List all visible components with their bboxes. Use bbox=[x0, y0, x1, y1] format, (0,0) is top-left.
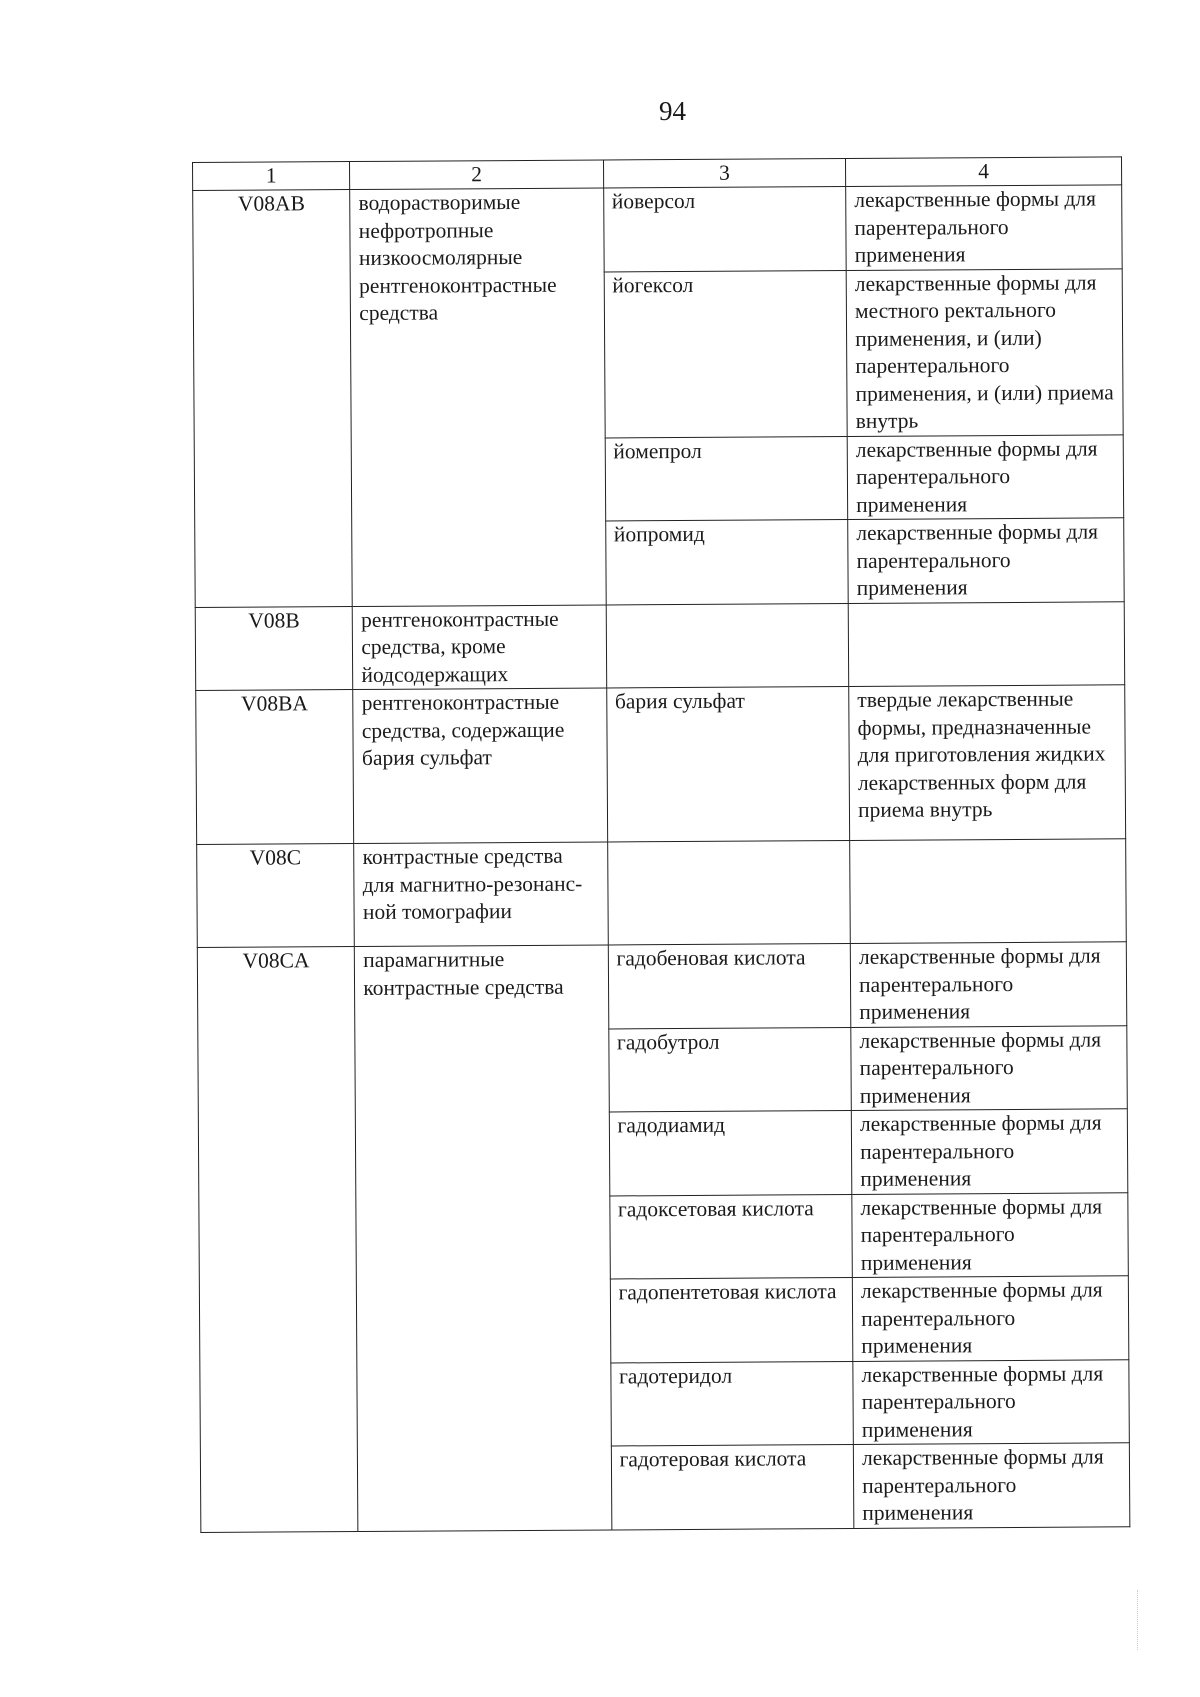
dosage-form: лекарственные формы для парентерального применения bbox=[851, 1109, 1127, 1194]
pharmacological-group: парамагнитные контрастные средства bbox=[355, 945, 612, 1531]
drug-name: йоверсол bbox=[603, 187, 846, 272]
dosage-form: лекарственные формы для парентерального применения bbox=[851, 1025, 1127, 1110]
drug-name: гадодиамид bbox=[609, 1110, 852, 1195]
atc-code: V08AB bbox=[193, 190, 353, 607]
scan-artifact bbox=[1137, 1590, 1140, 1650]
table-row bbox=[196, 685, 1126, 845]
dosage-form: лекарственные формы для парентерального применения bbox=[852, 1276, 1128, 1361]
drug-name bbox=[607, 840, 850, 944]
dosage-form: лекарственные формы для местного ректального применения, и (или) парентерального применения, и (или) приема внутрь bbox=[846, 268, 1123, 436]
dosage-form: лекарственные формы для парентерального применения bbox=[853, 1443, 1129, 1528]
page-number: 94 bbox=[659, 96, 686, 126]
atc-code: V08B bbox=[195, 606, 353, 690]
drug-name: йогексол bbox=[604, 270, 847, 437]
pharmacological-group: контрастные средства для магнитно-резонанс-ной томографии bbox=[354, 842, 608, 947]
drug-name: гадотеровая кислота bbox=[611, 1444, 854, 1529]
atc-code: V08BA bbox=[196, 690, 354, 845]
header-col-3: 3 bbox=[603, 159, 846, 188]
table-body bbox=[193, 185, 1130, 1532]
atc-code: V08C bbox=[197, 844, 355, 948]
drug-table bbox=[192, 156, 1130, 1532]
drug-name: гадобеновая кислота bbox=[608, 943, 851, 1028]
drug-name: гадобутрол bbox=[608, 1027, 851, 1112]
pharmacological-group: рентгеноконтрастные средства, кроме йодсодержащих bbox=[353, 604, 607, 689]
drug-name: йомепрол bbox=[605, 436, 848, 521]
drug-name: гадотеридол bbox=[610, 1361, 853, 1446]
dosage-form bbox=[848, 601, 1124, 686]
dosage-form: лекарственные формы для парентерального применения bbox=[850, 942, 1126, 1027]
header-col-2: 2 bbox=[350, 160, 603, 190]
header-col-1: 1 bbox=[193, 162, 351, 191]
table-row bbox=[197, 942, 1126, 1031]
drug-name: бария сульфат bbox=[606, 686, 849, 841]
dosage-form: лекарственные формы для парентерального применения bbox=[852, 1192, 1128, 1277]
table-row bbox=[197, 839, 1127, 948]
dosage-form: твердые лекарственные формы, предназначенные для приготовления жидких лекарственных форм для приема внутрь bbox=[849, 685, 1126, 841]
table-row bbox=[193, 185, 1122, 274]
dosage-form: лекарственные формы для парентерального применения bbox=[846, 185, 1122, 270]
pharmacological-group: водорастворимые нефротропные низкоосмолярные рентгеноконтрастные средства bbox=[350, 188, 606, 606]
drug-name: гадопентетовая кислота bbox=[610, 1277, 853, 1362]
header-col-4: 4 bbox=[846, 157, 1122, 187]
dosage-form: лекарственные формы для парентерального применения bbox=[847, 434, 1123, 519]
pharmacological-group: рентгеноконтрастные средства, содержащие бария сульфат bbox=[353, 688, 607, 844]
drug-name: гадоксетовая кислота bbox=[609, 1194, 852, 1279]
drug-name bbox=[606, 603, 849, 688]
drug-name: йопромид bbox=[605, 520, 848, 605]
table-row bbox=[195, 601, 1124, 690]
dosage-form: лекарственные формы для парентерального применения bbox=[848, 518, 1124, 603]
dosage-form: лекарственные формы для парентерального применения bbox=[853, 1359, 1129, 1444]
atc-code: V08CA bbox=[197, 947, 358, 1532]
dosage-form bbox=[850, 839, 1127, 944]
